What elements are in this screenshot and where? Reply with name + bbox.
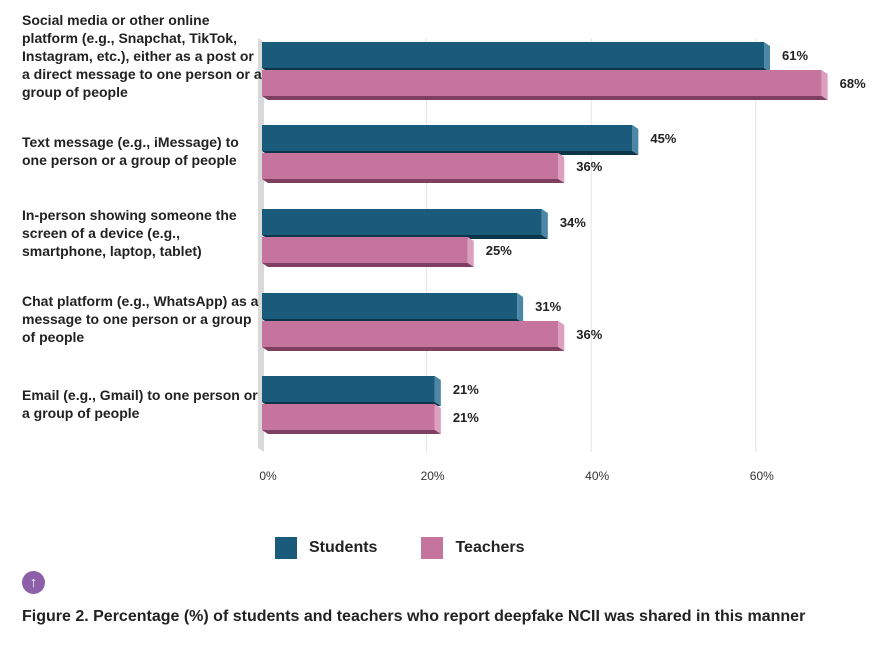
bar-side-students-3: [517, 293, 523, 323]
legend-swatch-students: [275, 537, 297, 559]
bar-label-students-4: 21%: [452, 382, 479, 397]
up-arrow-icon[interactable]: ↑: [22, 571, 45, 594]
bar-label-students-1: 45%: [650, 131, 677, 146]
legend-item-teachers: [421, 537, 524, 559]
figure-caption: Figure 2. Percentage (%) of students and teachers who report deepfake NCII was shared in this manner: [22, 608, 806, 625]
bar-side-teachers-4: [435, 404, 441, 434]
bar-teachers-3: [262, 321, 558, 347]
bar-label-teachers-3: 36%: [576, 327, 603, 342]
bar-label-students-2: 34%: [559, 215, 586, 230]
bar-students-1: [262, 125, 632, 151]
bar-label-students-0: 61%: [782, 48, 809, 63]
bar-label-teachers-0: 68%: [839, 76, 866, 91]
bar-students-3: [262, 293, 517, 319]
legend-item-students: [275, 537, 377, 559]
bar-students-0: [262, 42, 764, 68]
bar-bottom-teachers-2: [262, 263, 474, 267]
bar-bottom-teachers-1: [262, 179, 564, 183]
category-label-text-message: Text message (e.g., iMessage) to one person or a group of people: [22, 134, 239, 168]
x-tick-label-60: 60%: [749, 469, 774, 483]
bar-teachers-4: [262, 404, 435, 430]
bar-teachers-0: [262, 70, 822, 96]
bar-side-students-2: [542, 209, 548, 239]
bar-side-students-4: [435, 376, 441, 406]
bar-bottom-teachers-0: [262, 96, 828, 100]
bar-side-teachers-0: [822, 70, 828, 100]
bar-bottom-teachers-4: [262, 430, 441, 434]
category-label-email: Email (e.g., Gmail) to one person or a group of people: [22, 387, 258, 421]
bar-bottom-teachers-3: [262, 347, 564, 351]
legend-swatch-teachers: [421, 537, 443, 559]
category-label-social-media: Social media or other online platform (e.g., Snapchat, TikTok, Instagram, etc.), either as a post or a direct message to one person or a group of people: [22, 12, 262, 100]
bar-teachers-1: [262, 153, 558, 179]
bar-teachers-2: [262, 237, 468, 263]
bar-label-teachers-2: 25%: [485, 243, 512, 258]
bar-side-students-1: [632, 125, 638, 155]
bar-students-2: [262, 209, 542, 235]
x-tick-label-0: 0%: [259, 469, 277, 483]
bar-label-teachers-4: 21%: [452, 410, 479, 425]
bar-side-teachers-2: [468, 237, 474, 267]
chart-legend: [275, 537, 569, 559]
category-label-chat-platform: Chat platform (e.g., WhatsApp) as a message to one person or a group of people: [22, 293, 259, 345]
x-tick-label-40: 40%: [585, 469, 610, 483]
bar-side-students-0: [764, 42, 770, 72]
bar-side-teachers-3: [558, 321, 564, 351]
legend-label-students: Students: [309, 539, 378, 556]
bar-students-4: [262, 376, 435, 402]
legend-label-teachers: Teachers: [455, 539, 525, 556]
bar-label-teachers-1: 36%: [576, 159, 603, 174]
bar-side-teachers-1: [558, 153, 564, 183]
x-tick-label-20: 20%: [420, 469, 445, 483]
bar-label-students-3: 31%: [535, 299, 562, 314]
category-label-in-person: In-person showing someone the screen of a device (e.g., smartphone, laptop, tablet): [22, 207, 237, 259]
